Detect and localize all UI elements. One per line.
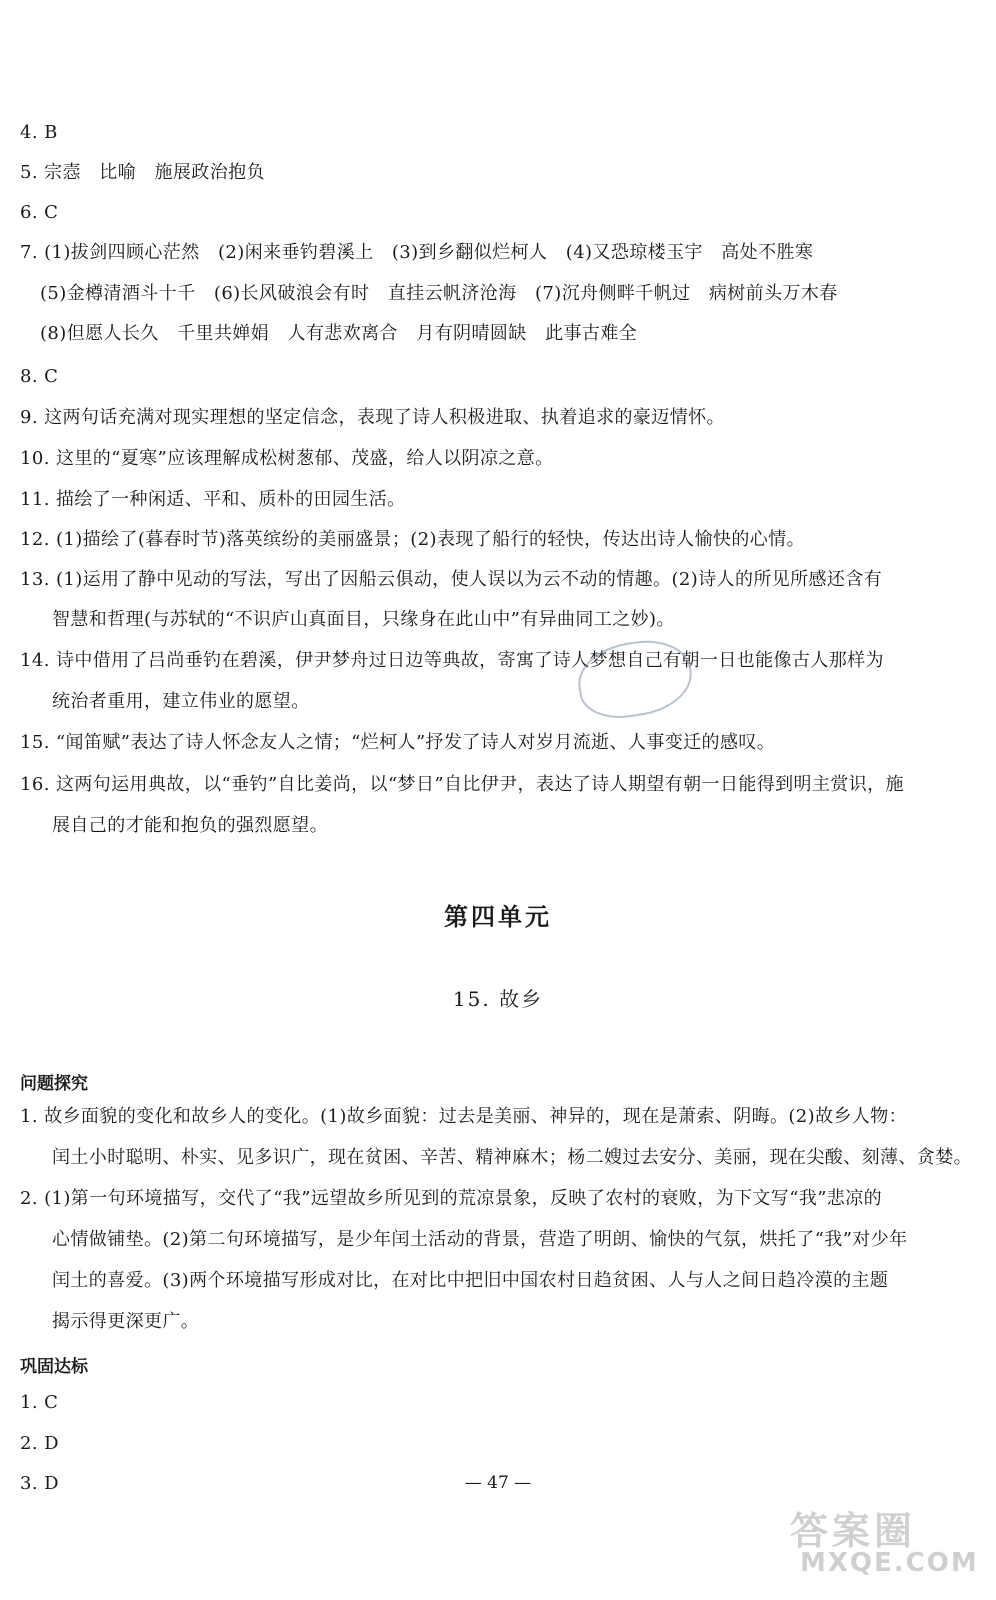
watermark-url: MXQE.COM (800, 1548, 979, 1578)
answer-line: 统治者重用，建立伟业的愿望。 (52, 691, 310, 712)
watermark-text: 答案圈 (790, 1509, 917, 1553)
answer-line: 2. (1)第一句环境描写，交代了“我”远望故乡所见到的荒凉景象，反映了农村的衰败，为下文写“我”悲凉的 (20, 1188, 882, 1209)
answer-line: 2. D (20, 1433, 59, 1454)
answer-line: 1. C (20, 1392, 59, 1413)
answer-line: 心情做铺垫。(2)第二句环境描写，是少年闰土活动的背景，营造了明朗、愉快的气氛，烘托了“我”对少年 (52, 1229, 908, 1250)
answer-line: 15. “闻笛赋”表达了诗人怀念友人之情；“烂柯人”抒发了诗人对岁月流逝、人事变迁的感叹。 (20, 732, 776, 753)
answer-line: (8)但愿人长久 千里共婵娟 人有悲欢离合 月有阴晴圆缺 此事古难全 (40, 323, 638, 344)
answer-line: 10. 这里的“夏寒”应该理解成松树葱郁、茂盛，给人以阴凉之意。 (20, 448, 554, 469)
section-heading: 巩固达标 (20, 1357, 88, 1377)
answer-line: 闰土小时聪明、朴实、见多识广，现在贫困、辛苦、精神麻木；杨二嫂过去安分、美丽，现在尖酸、刻薄、贪婪。 (52, 1147, 972, 1168)
answer-line: 智慧和哲理(与苏轼的“不识庐山真面目，只缘身在此山中”有异曲同工之妙)。 (52, 609, 675, 630)
unit-title: 第四单元 (444, 902, 552, 931)
answer-line: 7. (1)拔剑四顾心茫然 (2)闲来垂钓碧溪上 (3)到乡翻似烂柯人 (4)又恐琼楼玉宇 高处不胜寒 (20, 242, 814, 263)
answer-line: 5. 宗悫 比喻 施展政治抱负 (20, 162, 265, 183)
lesson-title: 15. 故乡 (452, 987, 544, 1011)
answer-line: 6. C (20, 202, 59, 223)
answer-line: 展自己的才能和抱负的强烈愿望。 (52, 815, 328, 836)
page-number: — 47 — (464, 1473, 532, 1493)
answer-line: 3. D (20, 1473, 59, 1494)
answer-line: 揭示得更深更广。 (52, 1311, 200, 1332)
answer-line: 13. (1)运用了静中见动的写法，写出了因船云俱动，使人误以为云不动的情趣。(2)诗人的所见所感还含有 (20, 569, 883, 590)
site-watermark (760, 1500, 990, 1580)
answer-line: 闰土的喜爱。(3)两个环境描写形成对比，在对比中把旧中国农村日趋贫困、人与人之间日趋冷漠的主题 (52, 1270, 889, 1291)
answer-line: 14. 诗中借用了吕尚垂钓在碧溪，伊尹梦舟过日边等典故，寄寓了诗人梦想自己有朝一日也能像古人那样为 (20, 650, 884, 671)
answer-line: 4. B (20, 122, 58, 143)
answer-line: 11. 描绘了一种闲适、平和、质朴的田园生活。 (20, 489, 406, 510)
answer-line: 16. 这两句运用典故，以“垂钓”自比姜尚，以“梦日”自比伊尹，表达了诗人期望有朝一日能得到明主赏识，施 (20, 774, 904, 795)
section-heading: 问题探究 (20, 1074, 88, 1094)
answer-line: 1. 故乡面貌的变化和故乡人的变化。(1)故乡面貌：过去是美丽、神异的，现在是萧索、阴晦。(2)故乡人物： (20, 1106, 908, 1127)
answer-line: 9. 这两句话充满对现实理想的坚定信念，表现了诗人积极进取、执着追求的豪迈情怀。 (20, 407, 725, 428)
answer-line: 8. C (20, 366, 59, 387)
answer-line: (5)金樽清酒斗十千 (6)长风破浪会有时 直挂云帆济沧海 (7)沉舟侧畔千帆过 病树前头万木春 (40, 283, 838, 304)
answer-line: 12. (1)描绘了(暮春时节)落英缤纷的美丽盛景；(2)表现了船行的轻快，传达出诗人愉快的心情。 (20, 529, 805, 550)
